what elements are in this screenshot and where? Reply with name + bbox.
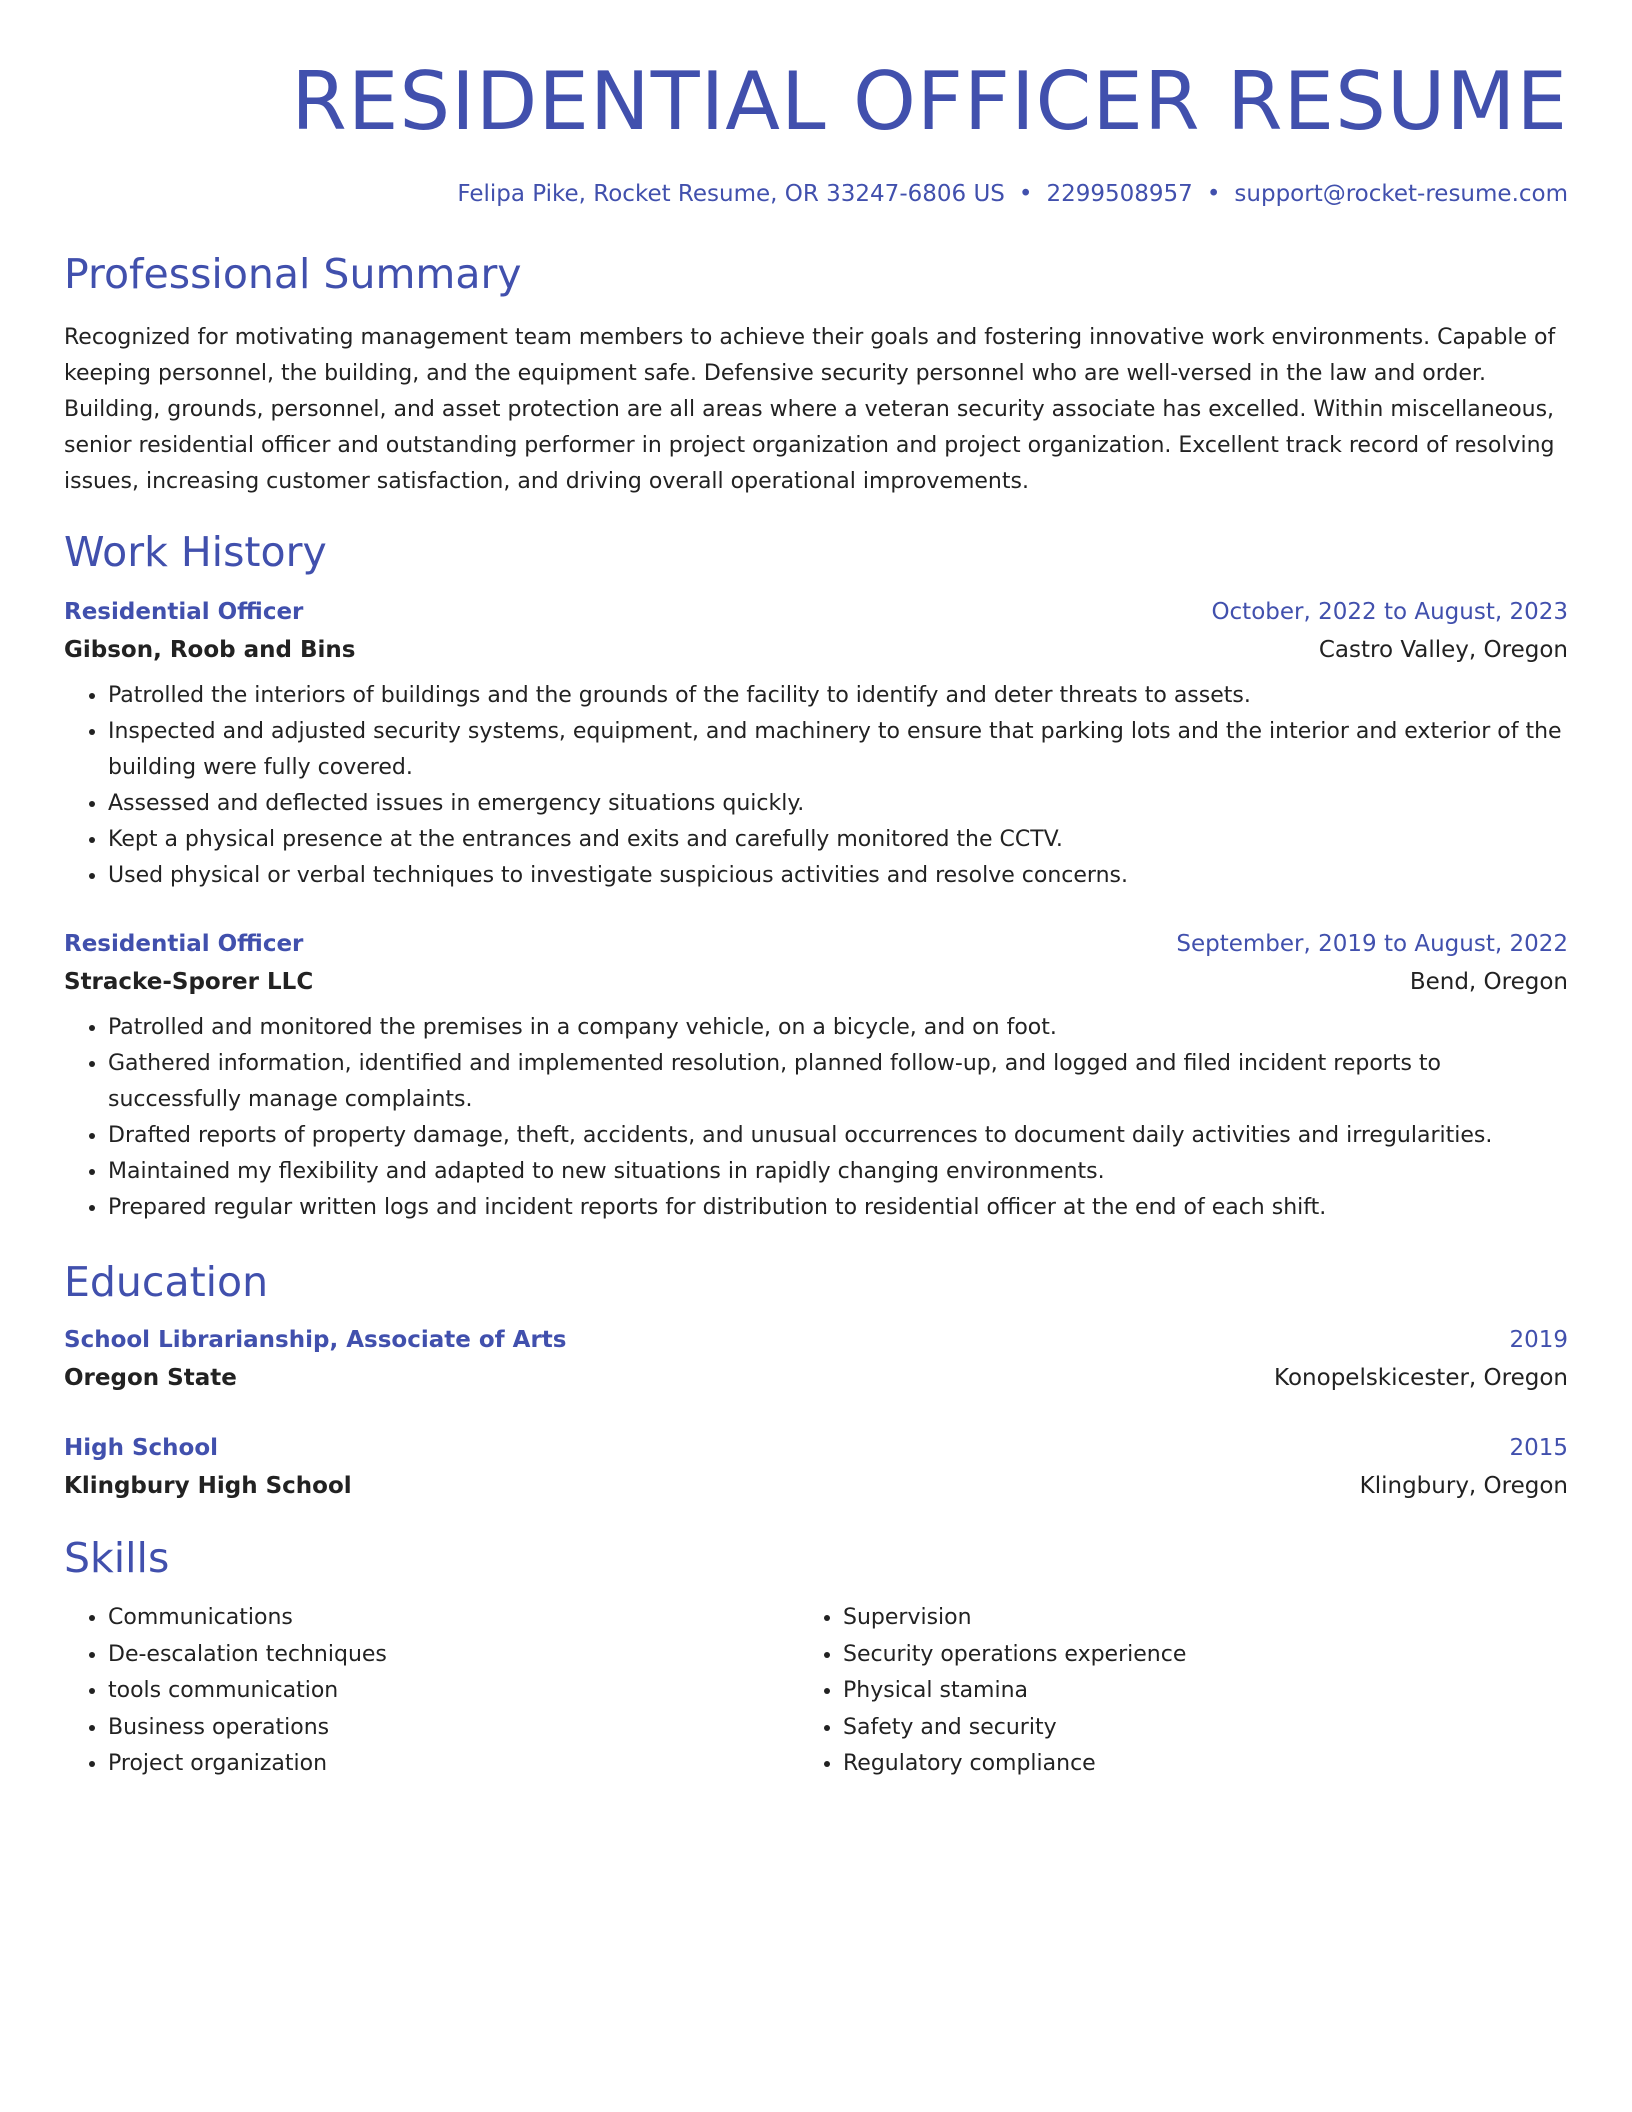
education-degree: High School <box>64 1435 219 1461</box>
job-entry <box>64 926 1568 1226</box>
skill-item: • Safety and security <box>843 1710 1534 1747</box>
list-item: • Prepared regular written logs and incident reports for distribution to residential officer at the end of each shift. <box>108 1190 1568 1226</box>
skill-item: • Supervision <box>843 1600 1534 1637</box>
contact-separator: • <box>1206 181 1221 207</box>
contact-line <box>64 176 1568 212</box>
education-year: 2015 <box>1509 1435 1568 1461</box>
education-entry <box>64 1430 1568 1506</box>
education-degree: School Librarianship, Associate of Arts <box>64 1327 567 1353</box>
job-bullets <box>64 1010 1568 1226</box>
list-item: • Gathered information, identified and implemented resolution, planned follow-up, and logged and filed incident reports to successfully manage complaints. <box>108 1046 1568 1118</box>
list-item: • Inspected and adjusted security systems, equipment, and machinery to ensure that parking lots and the interior and exterior of the building were fully covered. <box>108 714 1568 786</box>
section-heading-work-history: Work History <box>64 528 327 576</box>
resume-title: RESIDENTIAL OFFICER RESUME <box>291 55 1568 148</box>
skill-item: • Communications <box>108 1600 799 1637</box>
summary-section <box>64 246 1568 500</box>
education-school: Klingbury High School <box>64 1473 352 1499</box>
list-item: • Patrolled and monitored the premises in a company vehicle, on a bicycle, and on foot. <box>108 1010 1568 1046</box>
job-location: Bend, Oregon <box>1409 969 1568 995</box>
job-dates: October, 2022 to August, 2023 <box>1211 599 1568 625</box>
education-location: Konopelskicester, Oregon <box>1274 1365 1568 1391</box>
job-dates: September, 2019 to August, 2022 <box>1176 931 1568 957</box>
education-section <box>64 1254 1568 1506</box>
list-item: • Patrolled the interiors of buildings and the grounds of the facility to identify and deter threats to assets. <box>108 678 1568 714</box>
job-role: Residential Officer <box>64 931 304 957</box>
skills-section <box>64 1530 1568 1783</box>
skill-item: • Security operations experience <box>843 1637 1534 1674</box>
skill-item: • Regulatory compliance <box>843 1746 1534 1783</box>
job-company: Stracke-Sporer LLC <box>64 969 314 995</box>
skill-item: • tools communication <box>108 1673 799 1710</box>
contact-separator: • <box>1018 181 1033 207</box>
skill-item: • Project organization <box>108 1746 799 1783</box>
skills-list-left <box>64 1600 799 1783</box>
job-location: Castro Valley, Oregon <box>1318 637 1568 663</box>
list-item: • Used physical or verbal techniques to investigate suspicious activities and resolve concerns. <box>108 858 1568 894</box>
education-year: 2019 <box>1509 1327 1568 1353</box>
list-item: • Assessed and deflected issues in emergency situations quickly. <box>108 786 1568 822</box>
education-school: Oregon State <box>64 1365 237 1391</box>
section-heading-summary: Professional Summary <box>64 250 522 298</box>
education-location: Klingbury, Oregon <box>1359 1473 1568 1499</box>
resume-header <box>64 48 1568 212</box>
contact-phone: 2299508957 <box>1046 181 1193 207</box>
summary-text: Recognized for motivating management team members to achieve their goals and fostering innovative work environments. Capable of keeping personnel, the building, and the equipment safe. Defensive security personnel who are well-versed in the law and order. Building, grounds, personnel, and asset protection are all areas where a veteran security associate has excelled. Within miscellaneous, senior residential officer and outstanding performer in project organization and project organization. Excellent track record of resolving issues, increasing customer satisfaction, and driving overall operational improvements. <box>64 325 1556 494</box>
job-company: Gibson, Roob and Bins <box>64 637 356 663</box>
list-item: • Kept a physical presence at the entrances and exits and carefully monitored the CCTV. <box>108 822 1568 858</box>
job-bullets <box>64 678 1568 894</box>
skills-columns <box>64 1600 1568 1783</box>
contact-address: Felipa Pike, Rocket Resume, OR 33247-6806 US <box>457 181 1005 207</box>
skill-item: • Physical stamina <box>843 1673 1534 1710</box>
job-role: Residential Officer <box>64 599 304 625</box>
contact-email: support@rocket-resume.com <box>1234 181 1568 207</box>
list-item: • Drafted reports of property damage, theft, accidents, and unusual occurrences to document daily activities and irregularities. <box>108 1118 1568 1154</box>
job-entry <box>64 594 1568 894</box>
skill-item: • Business operations <box>108 1710 799 1747</box>
education-entry <box>64 1322 1568 1398</box>
list-item: • Maintained my flexibility and adapted to new situations in rapidly changing environments. <box>108 1154 1568 1190</box>
skills-list-right <box>799 1600 1534 1783</box>
section-heading-skills: Skills <box>64 1534 170 1582</box>
section-heading-education: Education <box>64 1258 269 1306</box>
work-history-section <box>64 524 1568 1226</box>
skill-item: • De-escalation techniques <box>108 1637 799 1674</box>
